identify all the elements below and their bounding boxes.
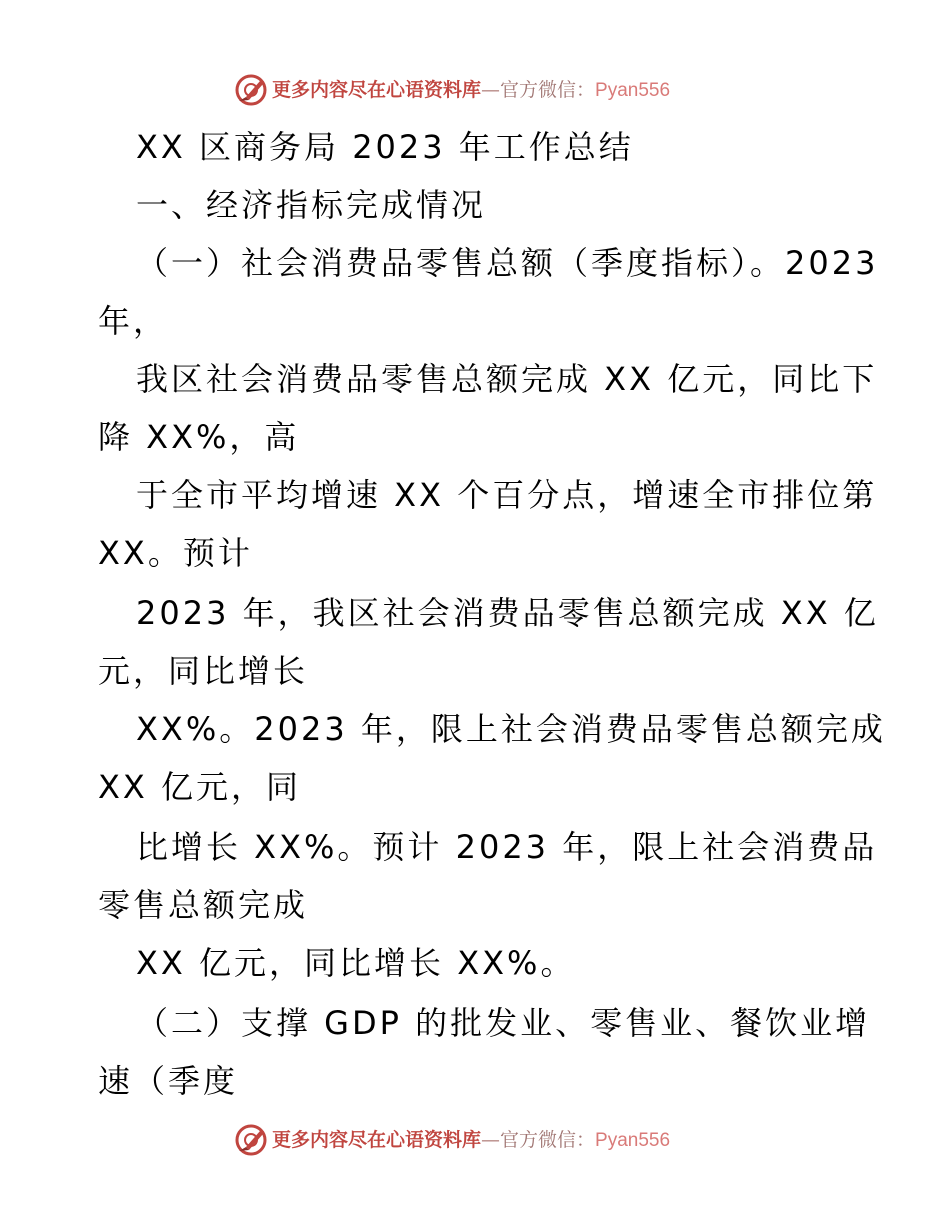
- paragraph-line: XX 亿元，同比增长 XX%。: [136, 944, 576, 982]
- pen-circle-logo-icon: [234, 73, 268, 107]
- paragraph-line: 我区社会消费品零售总额完成 XX 亿元，同比下: [136, 360, 878, 398]
- paragraph-line: 年，: [98, 302, 169, 340]
- watermark-label: 官方微信：: [500, 1129, 596, 1151]
- document-title: XX 区商务局 2023 年工作总结: [136, 128, 634, 166]
- paragraph-line: XX%。2023 年，限上社会消费品零售总额完成: [136, 710, 886, 748]
- subsection-heading: （二）支撑 GDP 的批发业、零售业、餐饮业增: [136, 1004, 871, 1042]
- watermark-dash: —: [481, 79, 501, 101]
- paragraph-line: 2023 年，我区社会消费品零售总额完成 XX 亿: [136, 594, 879, 632]
- watermark-id: Pyan556: [595, 80, 671, 101]
- header-watermark: [0, 70, 950, 110]
- paragraph-line: 速（季度: [98, 1062, 239, 1100]
- subsection-heading: （一）社会消费品零售总额（季度指标）。2023: [136, 244, 879, 282]
- watermark-site: 更多内容尽在心语资料库: [272, 1129, 482, 1151]
- section-heading: 一、经济指标完成情况: [136, 186, 487, 224]
- watermark-text: [272, 1120, 670, 1160]
- paragraph-line: 比增长 XX%。预计 2023 年，限上社会消费品: [136, 828, 878, 866]
- footer-watermark: [0, 1120, 950, 1160]
- watermark-site: 更多内容尽在心语资料库: [272, 79, 482, 101]
- watermark-id: Pyan556: [595, 1130, 671, 1151]
- paragraph-line: 降 XX%，高: [98, 418, 300, 456]
- watermark-text: [272, 70, 670, 110]
- paragraph-line: 零售总额完成: [98, 886, 309, 924]
- paragraph-line: 于全市平均增速 XX 个百分点，增速全市排位第: [136, 476, 878, 514]
- watermark-dash: —: [481, 1129, 501, 1151]
- paragraph-line: XX。预计: [98, 534, 253, 572]
- paragraph-line: 元，同比增长: [98, 652, 309, 690]
- pen-circle-logo-icon: [234, 1123, 268, 1157]
- paragraph-line: XX 亿元，同: [98, 768, 302, 806]
- watermark-label: 官方微信：: [500, 79, 596, 101]
